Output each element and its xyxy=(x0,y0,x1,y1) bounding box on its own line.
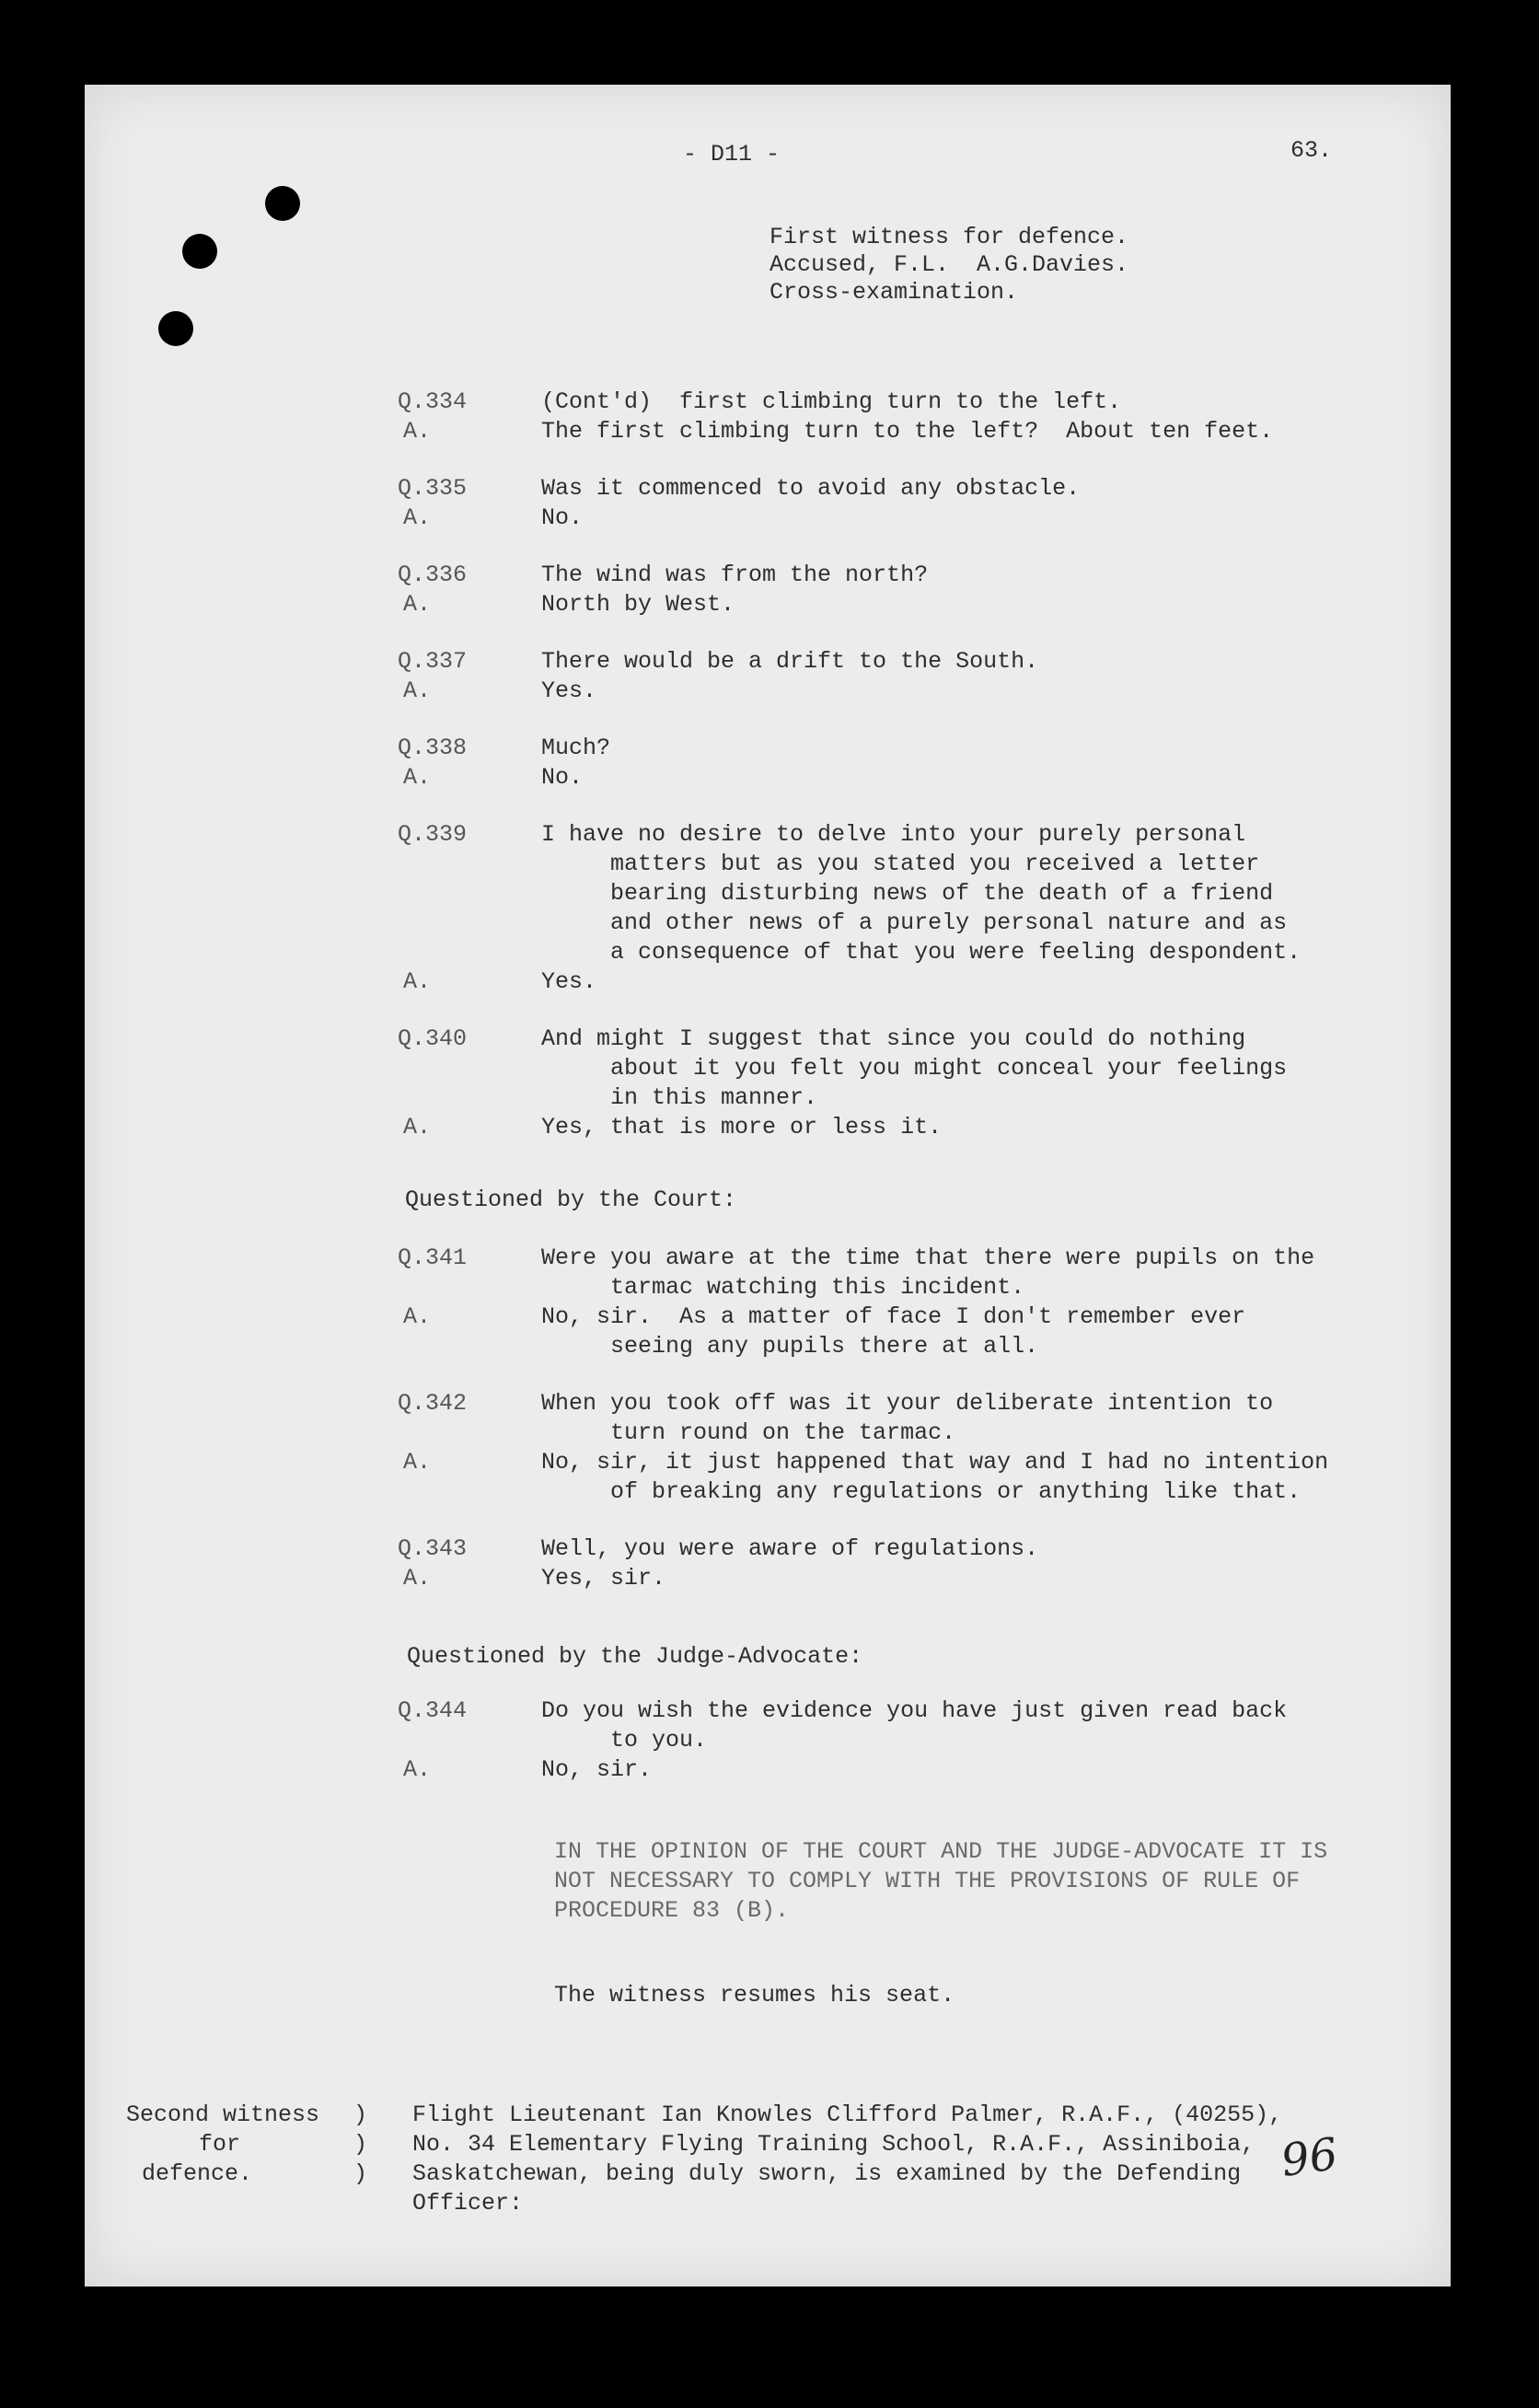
answer-text: No, sir. As a matter of face I don't remember ever xyxy=(541,1303,1246,1330)
second-witness-line3: Saskatchewan, being duly sworn, is examined by the Defending xyxy=(412,2160,1242,2187)
answer-text: No, sir, it just happened that way and I had no intention xyxy=(541,1449,1329,1476)
opinion-line3: PROCEDURE 83 (B). xyxy=(554,1897,790,1924)
question-number: Q.336 xyxy=(398,561,468,588)
answer-label: A. xyxy=(403,1114,432,1140)
answer-label: A. xyxy=(403,1303,432,1330)
court-heading: Questioned by the Court: xyxy=(405,1187,737,1213)
question-text: Was it commenced to avoid any obstacle. xyxy=(541,475,1081,502)
opinion-line1: IN THE OPINION OF THE COURT AND THE JUDGE-ADVOCATE IT IS xyxy=(554,1838,1328,1865)
question-number: Q.335 xyxy=(398,475,468,502)
question-text: in this manner. xyxy=(541,1084,818,1111)
page-number: 63. xyxy=(1290,137,1333,164)
answer-text: Yes. xyxy=(541,677,597,704)
question-number: Q.344 xyxy=(398,1697,468,1724)
question-text: bearing disturbing news of the death of a friend xyxy=(541,880,1274,907)
question-text: I have no desire to delve into your purely personal xyxy=(541,821,1246,848)
answer-label: A. xyxy=(403,418,432,445)
question-text: and other news of a purely personal nature and as xyxy=(541,909,1288,936)
question-text: And might I suggest that since you could do nothing xyxy=(541,1025,1246,1052)
answer-label: A. xyxy=(403,764,432,791)
answer-text: of breaking any regulations or anything like that. xyxy=(541,1478,1302,1505)
answer-text: Yes, that is more or less it. xyxy=(541,1114,943,1140)
answer-label: A. xyxy=(403,1449,432,1476)
witness-resumes-seat: The witness resumes his seat. xyxy=(554,1982,955,2009)
answer-label: A. xyxy=(403,1756,432,1783)
opinion-line2: NOT NECESSARY TO COMPLY WITH THE PROVISIONS OF RULE OF xyxy=(554,1868,1301,1894)
witness-heading-line2: Accused, F.L. A.G.Davies. xyxy=(770,251,1129,278)
bracket: ) xyxy=(353,2101,368,2128)
question-number: Q.342 xyxy=(398,1390,468,1417)
answer-text: Yes. xyxy=(541,968,597,995)
answer-text: No. xyxy=(541,764,584,791)
question-number: Q.334 xyxy=(398,388,468,415)
question-number: Q.339 xyxy=(398,821,468,848)
bracket: ) xyxy=(353,2160,368,2187)
question-text: tarmac watching this incident. xyxy=(541,1274,1025,1301)
punch-hole xyxy=(265,186,300,221)
second-witness-side-label-2: for xyxy=(199,2131,241,2158)
handwritten-mark: 96 xyxy=(1278,2128,1341,2187)
judge-advocate-heading: Questioned by the Judge-Advocate: xyxy=(407,1643,863,1670)
question-text: When you took off was it your deliberate intention to xyxy=(541,1390,1274,1417)
question-number: Q.343 xyxy=(398,1535,468,1562)
second-witness-line1: Flight Lieutenant Ian Knowles Clifford Palmer, R.A.F., (40255), xyxy=(412,2101,1283,2128)
question-text: There would be a drift to the South. xyxy=(541,648,1039,675)
question-number: Q.341 xyxy=(398,1245,468,1271)
question-text: Do you wish the evidence you have just given read back xyxy=(541,1697,1288,1724)
answer-text: No, sir. xyxy=(541,1756,653,1783)
answer-text: No. xyxy=(541,504,584,531)
second-witness-line4: Officer: xyxy=(412,2190,524,2217)
second-witness-line2: No. 34 Elementary Flying Training School, R.A.F., Assiniboia, xyxy=(412,2131,1256,2158)
second-witness-side-label-3: defence. xyxy=(142,2160,253,2187)
answer-label: A. xyxy=(403,504,432,531)
question-text: Well, you were aware of regulations. xyxy=(541,1535,1039,1562)
page-code: - D11 - xyxy=(683,141,781,168)
punch-hole xyxy=(158,311,193,346)
document-page xyxy=(85,85,1451,2286)
question-text: about it you felt you might conceal your feelings xyxy=(541,1055,1288,1082)
answer-label: A. xyxy=(403,677,432,704)
question-text: Were you aware at the time that there were pupils on the xyxy=(541,1245,1315,1271)
answer-text: seeing any pupils there at all. xyxy=(541,1333,1039,1360)
question-text: Much? xyxy=(541,735,611,761)
question-text: The wind was from the north? xyxy=(541,561,929,588)
question-number: Q.337 xyxy=(398,648,468,675)
answer-text: North by West. xyxy=(541,591,735,618)
answer-text: Yes, sir. xyxy=(541,1565,666,1592)
answer-text: The first climbing turn to the left? About ten feet. xyxy=(541,418,1274,445)
punch-hole xyxy=(182,234,217,269)
answer-label: A. xyxy=(403,1565,432,1592)
second-witness-side-label-1: Second witness xyxy=(126,2101,320,2128)
answer-label: A. xyxy=(403,968,432,995)
witness-heading-line3: Cross-examination. xyxy=(770,279,1019,306)
question-text: (Cont'd) first climbing turn to the left. xyxy=(541,388,1122,415)
question-text: to you. xyxy=(541,1727,708,1754)
question-text: a consequence of that you were feeling despondent. xyxy=(541,939,1302,966)
bracket: ) xyxy=(353,2131,368,2158)
question-text: turn round on the tarmac. xyxy=(541,1419,956,1446)
question-number: Q.340 xyxy=(398,1025,468,1052)
question-text: matters but as you stated you received a letter xyxy=(541,851,1260,877)
question-number: Q.338 xyxy=(398,735,468,761)
witness-heading-line1: First witness for defence. xyxy=(770,224,1129,250)
answer-label: A. xyxy=(403,591,432,618)
